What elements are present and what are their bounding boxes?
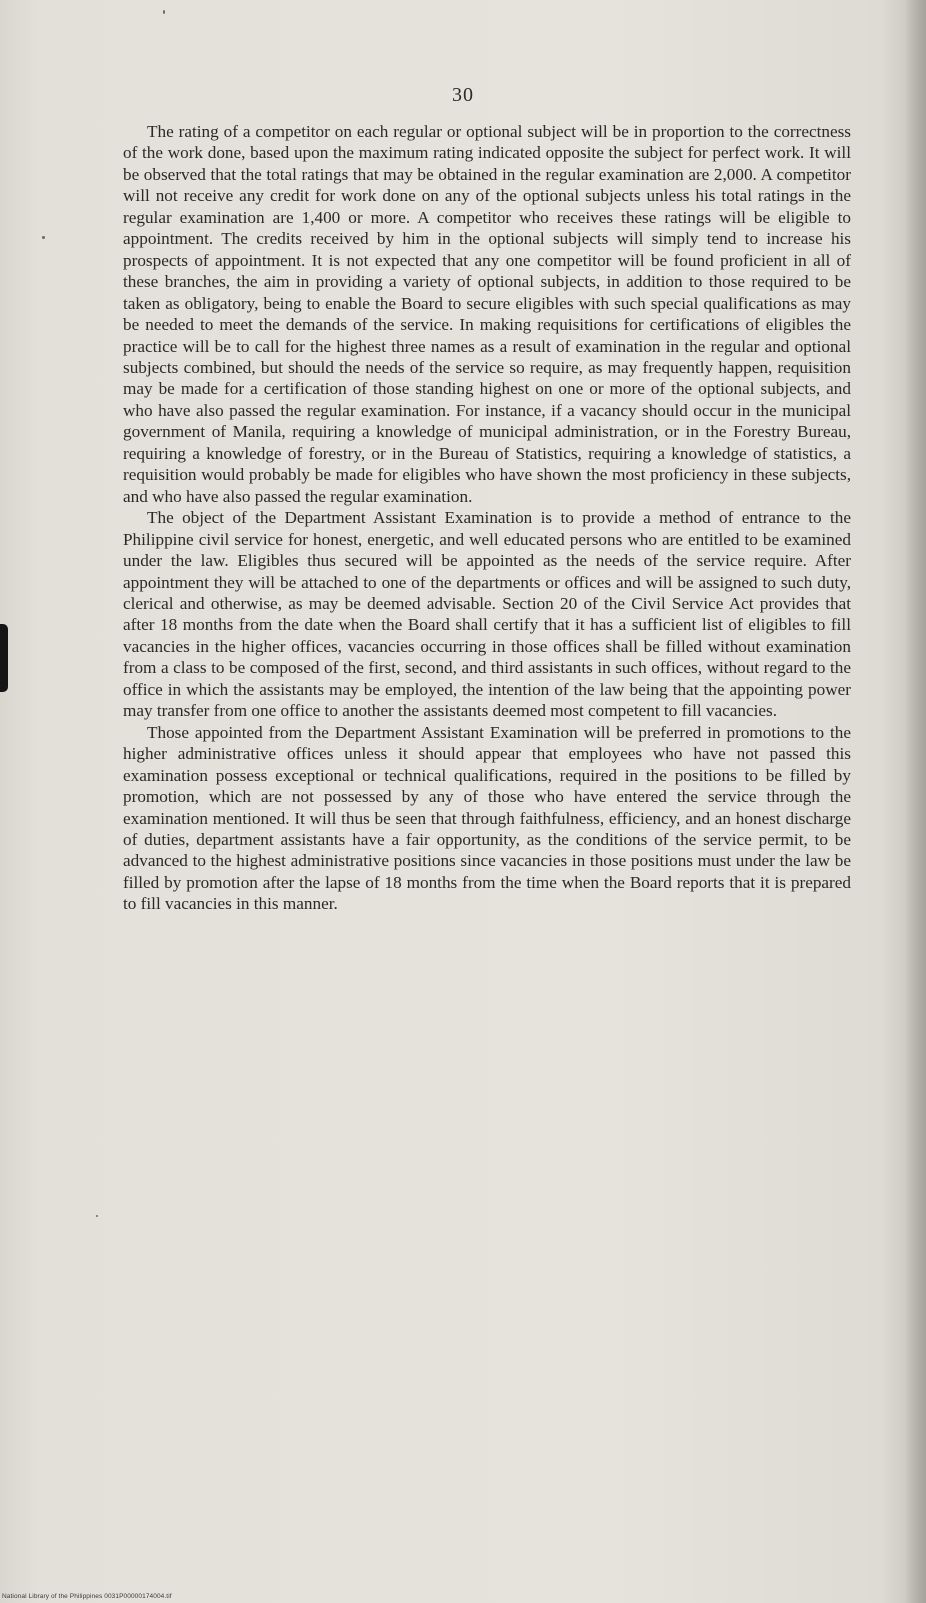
scan-source-note: National Library of the Philippines 0031P00000174004.tif [2,1593,172,1600]
dust-speck [42,236,45,239]
paragraph-department-assistant-exam: The object of the Department Assistant Examination is to provide a method of entrance to the Philippine civil service for honest, energetic, and well educated persons who are entitled to be examined under the law. Eligibles thus secured will be appointed as the needs of the service require. After appointment they will be attached to one of the departments or offices and will be assigned to such duty, clerical and otherwise, as may be deemed advisable. Section 20 of the Civil Service Act provides that after 18 months from the date when the Board shall certify that it has a sufficient list of eligibles to fill vacancies in the higher offices, vacancies occurring in those offices shall be filled without examination from a class to be composed of the first, second, and third assistants in such offices, without regard to the office in which the assistants may be employed, the intention of the law being that the appointing power may transfer from one office to another the assistants deemed most competent to fill vacancies. [123,508,851,721]
dust-speck [163,10,165,14]
paragraph-promotions: Those appointed from the Department Assistant Examination will be preferred in promotions to the higher administrative offices unless it should appear that employees who have not passed this examination possess exceptional or technical qualifications, required in the positions to be filled by promotion, which are not possessed by any of those who have entered the service through the examination mentioned. It will thus be seen that through faithfulness, efficiency, and an honest discharge of duties, department assistants have a fair opportunity, as the conditions of the service permit, to be advanced to the highest administrative positions since vacancies in those positions must under the law be filled by promotion after the lapse of 18 months from the time when the Board reports that it is prepared to fill vacancies in this manner. [123,722,851,914]
dust-speck [96,1215,98,1217]
page-number: 30 [452,84,474,106]
page-edge-shadow [904,0,926,1603]
paragraph-rating: The rating of a competitor on each regular or optional subject will be in proportion to the correctness of the work done, based upon the maximum rating indicated opposite the subject for perfect work. It will be observed that the total ratings that may be obtained in the regular examination are 2,000. A competitor will not receive any credit for work done on any of the optional subjects unless his total ratings in the regular examination are 1,400 or more. A competitor who receives these ratings will be eligible to appointment. The credits received by him in the optional subjects will simply tend to increase his prospects of appointment. It is not expected that any one competitor will be found proficient in all of these branches, the aim in providing a variety of optional subjects, in addition to those required to be taken as obligatory, being to enable the Board to secure eligibles with such special qualifications as may be needed to meet the demands of the service. In making requisitions for certifications of eligibles the practice will be to call for the highest three names as a result of examination in the regular and optional subjects combined, but should the needs of the service so require, as may frequently happen, requisition may be made for a certification of those standing highest on one or more of the optional subjects, and who have also passed the regular examination. For instance, if a vacancy should occur in the municipal government of Manila, requiring a knowledge of municipal administration, or in the Forestry Bureau, requiring a knowledge of forestry, or in the Bureau of Statistics, requiring a knowledge of statistics, a requisition would probably be made for eligibles who have shown the most proficiency in these subjects, and who have also passed the regular examination. [123,122,851,506]
body-text [123,121,851,915]
binding-hole-mark [0,624,8,692]
